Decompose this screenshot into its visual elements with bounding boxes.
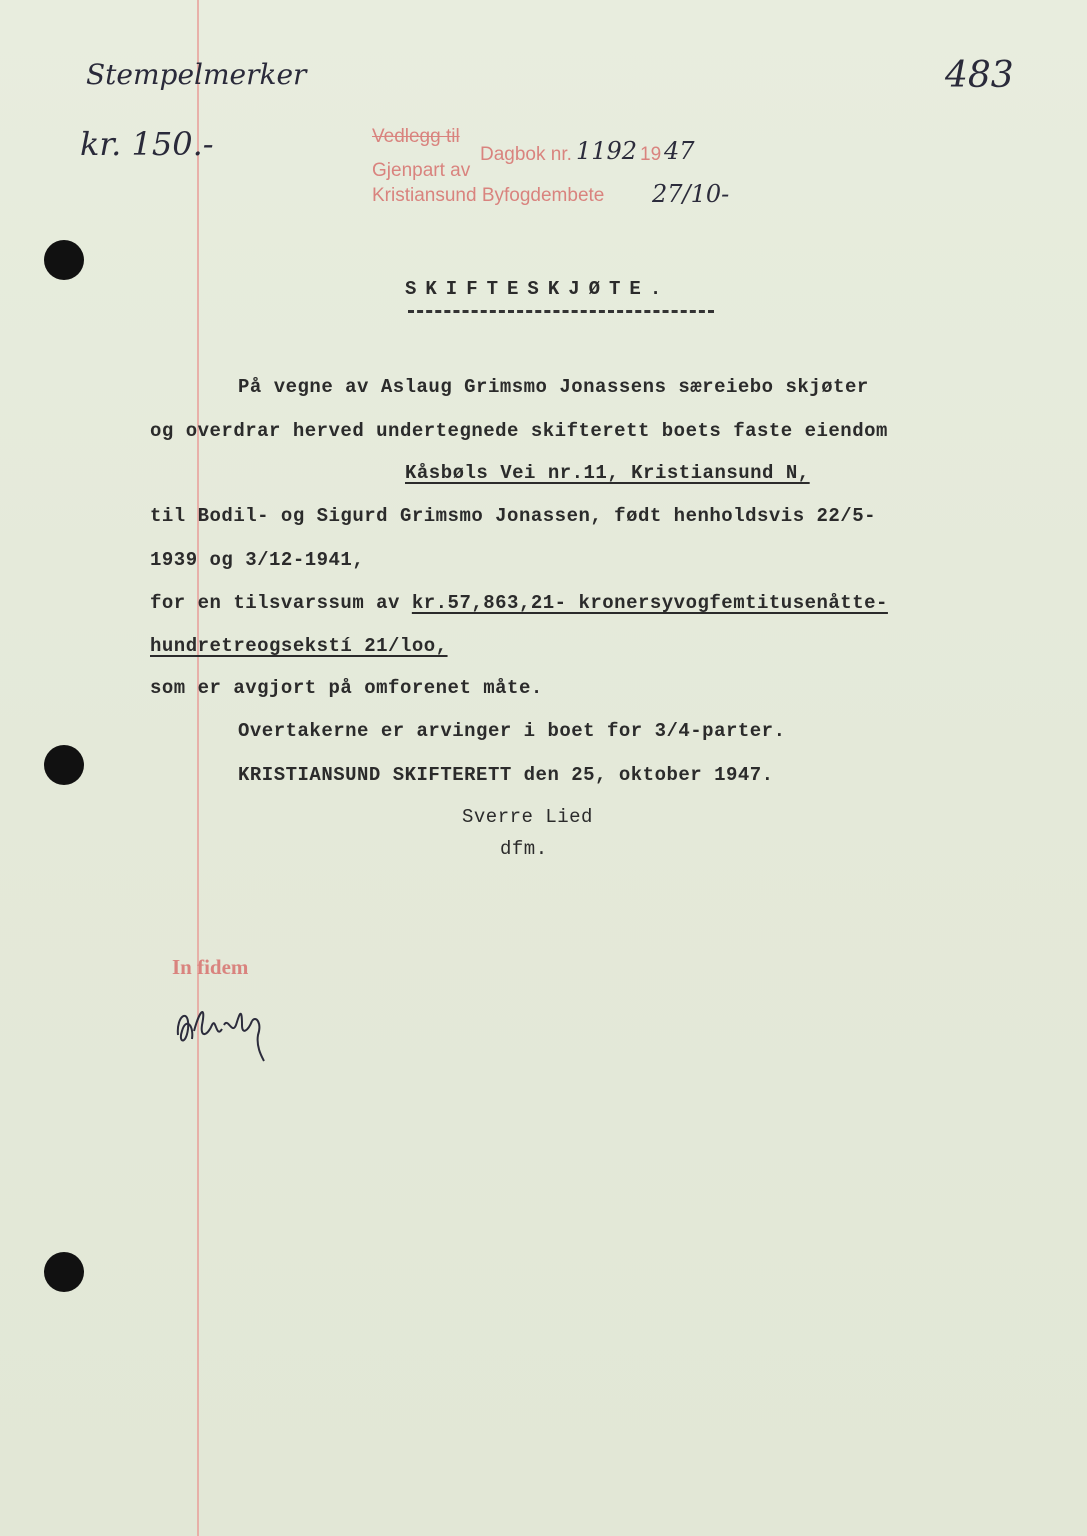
body-line-6 <box>150 592 888 614</box>
body-line-9: Overtakerne er arvinger i boet for 3/4-parter. <box>238 720 786 742</box>
in-fidem-stamp: In fidem <box>172 955 249 979</box>
place-date-line: KRISTIANSUND SKIFTERETT den 25, oktober 1947. <box>238 764 774 786</box>
signatory-name: Sverre Lied <box>462 806 593 828</box>
body-line-6-prefix: for en tilsvarssum av <box>150 592 412 614</box>
stamp-year-prefix: 19 <box>640 144 662 165</box>
handwritten-signature <box>172 995 272 1065</box>
stamp-line-office: Kristiansund Byfogdembete <box>372 185 605 206</box>
sum-amount: kr.57,863,21- kronersyvogfemtitusenåtte- <box>411 592 888 614</box>
title-underline <box>408 310 714 313</box>
amount-handwritten: kr. 150.- <box>80 125 214 163</box>
page-number-handwritten: 483 <box>945 55 1014 96</box>
margin-line <box>197 0 199 1536</box>
stamp-date: 27/10- <box>652 180 730 208</box>
stamp-line-vedlegg: Vedlegg til <box>372 126 460 147</box>
punch-hole-bottom <box>44 1252 84 1292</box>
body-line-4: til Bodil- og Sigurd Grimsmo Jonassen, født henholdsvis 22/5- <box>150 505 877 527</box>
body-line-1: På vegne av Aslaug Grimsmo Jonassens særeiebo skjøter <box>238 376 869 398</box>
stamp-dagbok-label: Dagbok nr. <box>480 144 572 165</box>
stamp-year-suffix: 47 <box>664 137 695 165</box>
stamp-dagbok-number: 1192 <box>576 137 638 165</box>
document-title: SKIFTESKJØTE. <box>405 278 671 300</box>
body-line-5: 1939 og 3/12-1941, <box>150 549 365 571</box>
stamp-label-handwritten: Stempelmerker <box>86 58 307 91</box>
sum-in-words: hundretreogsekstí 21/loo, <box>150 635 448 657</box>
stamp-line-gjenpart: Gjenpart av <box>372 160 471 181</box>
punch-hole-middle <box>44 745 84 785</box>
body-line-8: som er avgjort på omforenet måte. <box>150 677 543 699</box>
signatory-title: dfm. <box>500 838 548 860</box>
property-address: Kåsbøls Vei nr.11, Kristiansund N, <box>405 462 810 484</box>
punch-hole-top <box>44 240 84 280</box>
body-line-2: og overdrar herved undertegnede skifterett boets faste eiendom <box>150 420 888 442</box>
